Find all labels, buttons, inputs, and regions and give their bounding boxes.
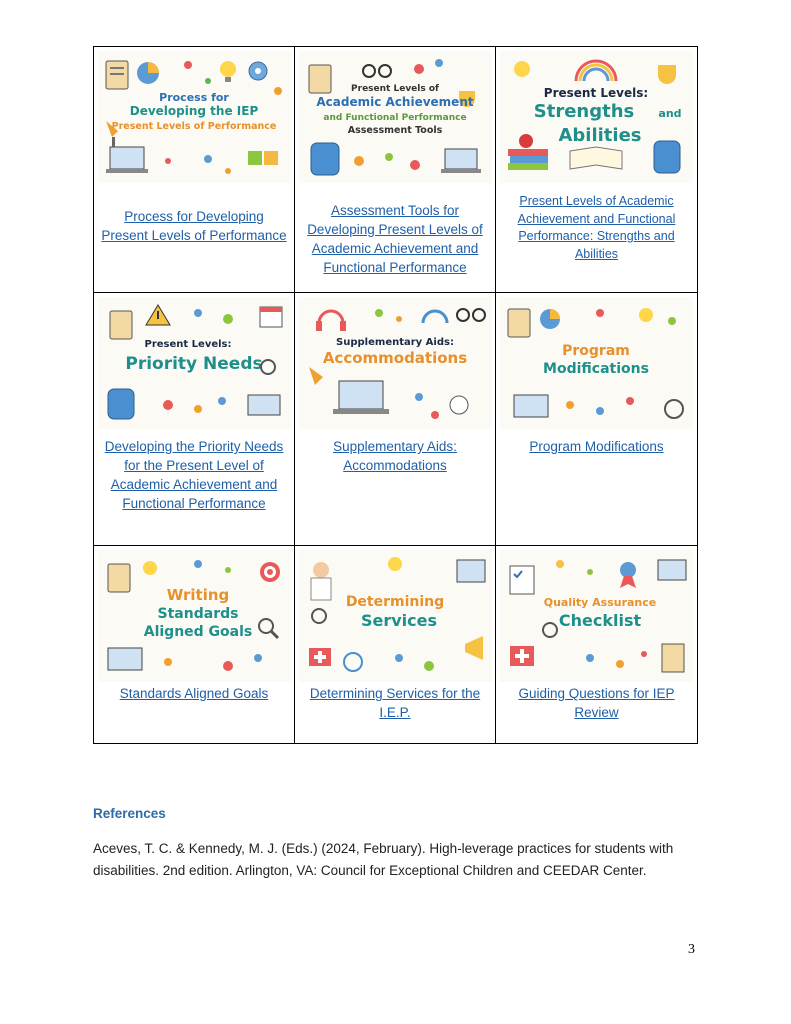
lightbulb-icon [143,561,157,575]
banner-title-line: Aligned Goals [143,624,253,640]
reference-citation: Aceves, T. C. & Kennedy, M. J. (Eds.) (2024, February). High-leverage practices for students with disabilities. 2nd edition. Arlington, VA: Council for Exceptional Children and CEEDAR Center. [93,841,674,878]
banner-title-line: Process for [159,91,229,104]
page-number: 3 [688,942,695,957]
first-aid-icon [309,648,331,666]
banner-title-line: Services [360,611,438,630]
banner-title-line: and Functional Performance [323,113,467,123]
trophy-icon [658,65,676,84]
clipboard-icon [309,65,331,93]
banner-title-line: Writing [166,586,230,604]
banner-title-line: and [658,107,682,120]
clock-icon [450,396,468,414]
banner-title-line: Present Levels: [144,339,232,350]
resource-card [94,47,295,293]
backpack-icon [108,389,134,419]
resource-card [94,293,295,546]
banner-title-line: Supplementary Aids: [336,337,454,348]
banner-image[interactable] [500,297,693,429]
banner-image[interactable] [98,550,291,682]
resource-link[interactable]: Assessment Tools for Developing Present Levels of Academic Achievement and Functional Performance [307,203,483,275]
banner-title-line: Present Levels of Performance [111,121,277,132]
resource-link[interactable]: Supplementary Aids: Accommodations [333,439,457,473]
laptop-icon [658,560,686,580]
banner-title-line: Assessment Tools [347,125,443,136]
banner-image[interactable] [98,297,291,429]
laptop-icon [106,147,148,173]
laptop-icon [333,381,389,414]
target-icon [260,562,280,582]
banner-image[interactable] [500,51,693,183]
lightbulb-icon [388,557,402,571]
resource-link[interactable]: Guiding Questions for IEP Review [518,686,675,720]
banner-image[interactable] [98,51,291,183]
banner-title-line: Modifications [543,361,649,377]
banner-title-line: Accommodations [322,349,468,367]
clipboard-icon [662,644,684,672]
banner-title-line: Standards [157,606,239,622]
banner-image[interactable] [299,550,492,682]
banner-image[interactable] [299,51,492,183]
pie-chart-icon [137,62,159,84]
laptop-icon [248,395,280,415]
resource-card [496,47,697,293]
lightbulb-icon [639,308,653,322]
first-aid-icon [510,646,534,666]
banner-image[interactable] [299,297,492,429]
backpack-icon [311,143,339,175]
resource-card [295,546,496,743]
pie-chart-icon [540,309,560,329]
resource-link[interactable]: Process for Developing Present Levels of Performance [101,209,287,243]
laptop-icon [108,648,142,670]
resource-link[interactable]: Standards Aligned Goals [119,686,269,701]
banner-title-line: Strengths [533,101,635,122]
resource-link[interactable]: Developing the Priority Needs for the Present Level of Academic Achievement and Functional Performance [104,439,284,511]
doctor-icon [311,562,331,600]
references-heading: References [93,806,166,821]
resource-link[interactable]: Program Modifications [529,439,664,454]
laptop-icon [441,149,481,173]
clipboard-icon [508,309,530,337]
resource-link[interactable]: Present Levels of Academic Achievement and Functional Performance: Strengths and Abilities [517,194,676,261]
resource-card [496,546,697,743]
banner-title-line: Checklist [558,611,642,630]
banner-title-line: Abilities [558,125,642,146]
apple-icon [519,134,533,148]
banner-title-line: Academic Achievement [316,95,474,109]
teacher-icon [457,560,485,582]
books-icon [508,149,548,170]
resource-card [295,47,496,293]
banner-title-line: Priority Needs [125,354,263,374]
gear-icon [249,62,267,80]
clipboard-icon [106,61,128,89]
banner-title-line: Present Levels of [351,84,439,94]
banner-title-line: Quality Assurance [543,596,657,609]
lightbulb-icon [514,61,530,77]
resource-link[interactable]: Determining Services for the I.E.P. [309,686,481,720]
backpack-icon [654,141,680,173]
banner-image[interactable] [500,550,693,682]
clipboard-icon [108,564,130,592]
banner-title-line: Determining [345,594,445,610]
banner-title-line: Program [562,343,630,359]
resource-card [496,293,697,546]
resource-card [295,293,496,546]
banner-title-line: Developing the IEP [129,104,259,118]
calendar-icon [260,307,282,327]
clipboard-icon [110,311,132,339]
resource-grid [93,46,698,744]
laptop-icon [514,395,548,417]
banner-title-line: Present Levels: [543,86,649,100]
resource-card [94,546,295,743]
checklist-icon [510,566,534,594]
